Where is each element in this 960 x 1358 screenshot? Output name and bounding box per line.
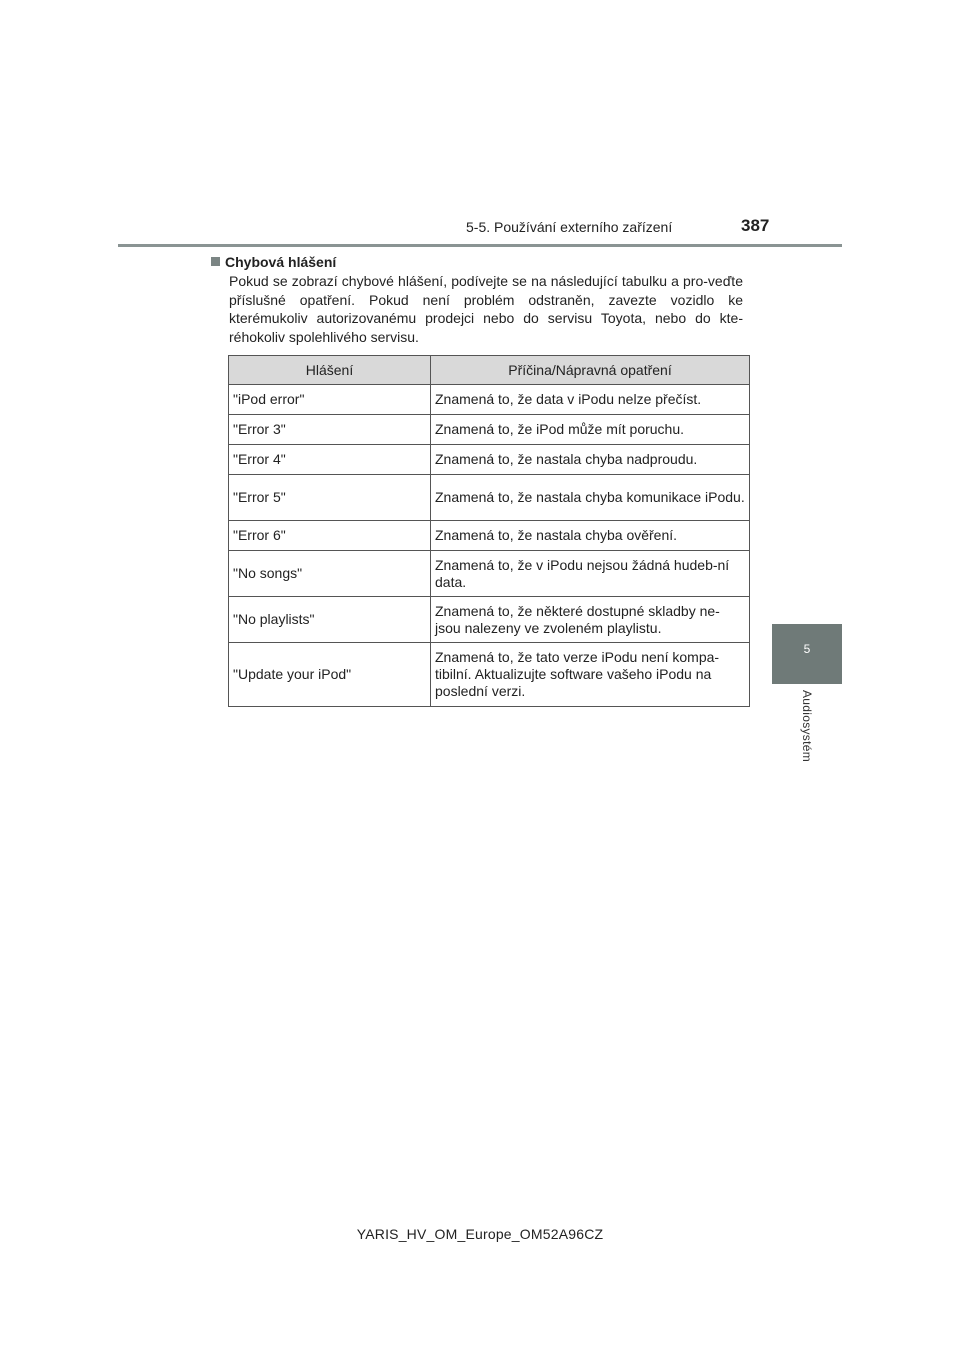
table-header-row: [229, 356, 750, 385]
error-cause-cell: Znamená to, že nastala chyba ověření.: [431, 521, 750, 551]
error-message-cell: "Error 6": [229, 521, 431, 551]
error-message-cell: "Error 3": [229, 415, 431, 445]
error-cause-cell: Znamená to, že iPod může mít poruchu.: [431, 415, 750, 445]
error-cause-cell: Znamená to, že tato verze iPodu není kompa-tibilní. Aktualizujte software vašeho iPodu na poslední verzi.: [431, 643, 750, 707]
error-cause-cell: Znamená to, že data v iPodu nelze přečíst.: [431, 385, 750, 415]
square-bullet-icon: [211, 257, 220, 266]
error-cause-cell: Znamená to, že nastala chyba komunikace iPodu.: [431, 475, 750, 521]
intro-paragraph: Pokud se zobrazí chybové hlášení, podívejte se na následující tabulku a pro-veďte příslušné opatření. Pokud není problém odstraněn, zavezte vozidlo ke kterémukoliv autorizovanému prodejci nebo do servisu Toyota, nebo do kte-réhokoliv spolehlivého servisu.: [229, 273, 743, 345]
page-number: 387: [741, 216, 770, 235]
document-code-footer: YARIS_HV_OM_Europe_OM52A96CZ: [356, 1226, 604, 1242]
table-row: [229, 551, 750, 597]
chapter-number: 5: [803, 642, 811, 656]
error-message-cell: "Error 4": [229, 445, 431, 475]
running-header-section: 5-5. Používání externího zařízení: [466, 219, 673, 235]
column-header-cause: Příčina/Nápravná opatření: [431, 356, 750, 385]
section-heading: [211, 254, 336, 270]
table-row: [229, 445, 750, 475]
error-messages-table: [228, 355, 750, 707]
error-cause-cell: Znamená to, že nastala chyba nadproudu.: [431, 445, 750, 475]
table-row: [229, 475, 750, 521]
error-message-cell: "No songs": [229, 551, 431, 597]
table-row: [229, 415, 750, 445]
table-row: [229, 521, 750, 551]
error-message-cell: "Error 5": [229, 475, 431, 521]
section-heading-text: Chybová hlášení: [225, 254, 337, 270]
error-message-cell: "iPod error": [229, 385, 431, 415]
table-row: [229, 643, 750, 707]
error-cause-cell: Znamená to, že některé dostupné skladby ne-jsou nalezeny ve zvoleném playlistu.: [431, 597, 750, 643]
error-message-cell: "Update your iPod": [229, 643, 431, 707]
chapter-side-label: Audiosystém: [800, 690, 814, 762]
chapter-tab: [772, 624, 842, 684]
header-divider: [118, 244, 842, 247]
table-row: [229, 385, 750, 415]
error-cause-cell: Znamená to, že v iPodu nejsou žádná hudeb-ní data.: [431, 551, 750, 597]
table-row: [229, 597, 750, 643]
error-message-cell: "No playlists": [229, 597, 431, 643]
column-header-message: Hlášení: [229, 356, 431, 385]
